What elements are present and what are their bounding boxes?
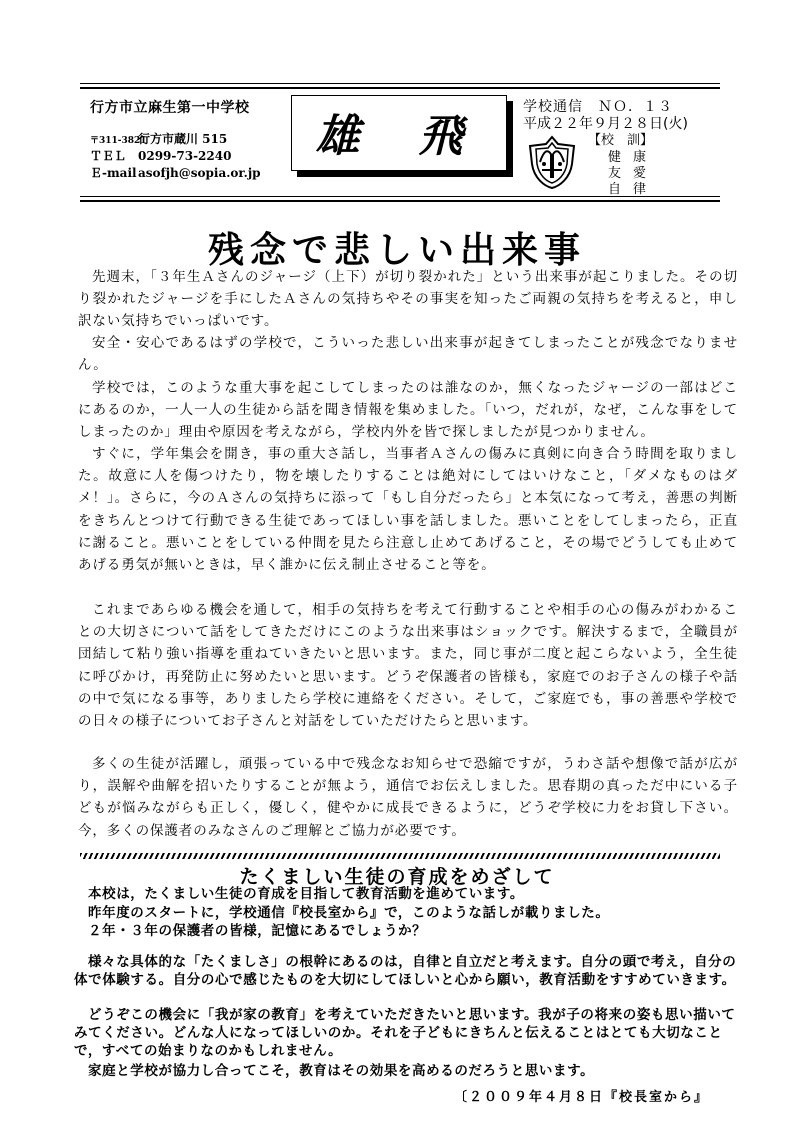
school-emblem-icon <box>524 134 580 190</box>
article1-paragraph: これまであらゆる機会を通して，相手の気持ちを考えて行動することや相手の心の傷みがわかることの大切さについて話をしてきただけにこのような出来事はショックです。解決するまで，全職員が団結して粘り強い指導を重ねていきたいと思います。また，同じ事が二度と起こらないよう，全生徒に呼びかけ，再発防止に努めたいと思います。どうぞ保護者の皆様も，家庭でのお子さんの様子や話の中で気になる事等，ありましたら学校に連絡をください。そして，ご家庭でも，事の善悪や学校での日々の様子についてお子さんと対話をしていただけたらと思います。 <box>78 602 738 730</box>
motto-item: 健康 <box>608 150 659 165</box>
motto-label: 【校 訓】 <box>588 133 654 148</box>
issue-date: 平成２２年９月２８日(火) <box>523 116 688 132</box>
article1-paragraph: すぐに，学年集会を開き，事の重大さ話し，当事者Ａさんの傷みに真剣に向き合う時間を取りました。故意に人を傷つけたり，物を壊したりすることは絶対にしてはいけなこと，「ダメなものはダメ！」。さらに，今のＡさんの気持ちに添って「もし自分だったら」と本気になって考え，善悪の判断をきちんとつけて行動できる生徒であってほしい事を話しました。悪いことをしてしまったら，正直に謝ること。悪いことをしている仲間を見たら注意し止めてあげること，その場でどうしても止めてあげる勇気が無いときは，早く誰かに伝え制止させること等を。 <box>78 446 738 574</box>
school-name: 行方市立麻生第一中学校 <box>90 100 250 116</box>
article2-quote-paragraph: 様々な具体的な「たくましさ」の根幹にあるのは，自律と自立だと考えます。自分の頭で考え，自分の体で体験する。自分の心で感じたものを大切にしてほしいと心から願い，教育活動をすすめていきます。 <box>74 954 737 988</box>
motto-item: 友愛 <box>608 166 659 181</box>
address-text: 行方市蔵川 515 <box>138 132 228 146</box>
article1-paragraph: 学校では，このような重大事を起こしてしまったのは誰なのか，無くなったジャージの一部はどこにあるのか，一人一人の生徒から話を聞き情報を集めました。「いつ，だれが，なぜ，こんな事をしてしまったのか」理由や原因を考えながら，学校内外を皆で探しましたが見つかりません。 <box>78 380 738 441</box>
newsletter-title: 雄 飛 <box>315 111 485 162</box>
article1-paragraph: 安全・安心であるはずの学校で，こういった悲しい出来事が起きてしまったことが残念でなりません。 <box>78 335 738 374</box>
newsletter-number: 学校通信 ＮＯ．１３ <box>523 99 673 115</box>
zip-code: 〒311-3821 <box>90 136 147 146</box>
school-email <box>90 164 261 181</box>
article2-intro-line: 本校は，たくましい生徒の育成を目指して教育活動を進めています。 <box>88 886 525 902</box>
article1-paragraph: 先週末，「３年生Ａさんのジャージ（上下）が切り裂かれた」という出来事が起こりました。その切り裂かれたジャージを手にしたＡさんの気持ちやその事実を知ったご両親の気持ちを考えると，申し訳ない気持ちでいっぱいです。 <box>78 269 738 330</box>
article2-citation: 〔２００９年４月８日『校長室から』 <box>454 1090 710 1105</box>
header-rule-top-thin <box>80 83 720 84</box>
school-tel <box>90 147 231 164</box>
school-address <box>90 130 227 147</box>
tel-number: 0299-73-2240 <box>138 149 232 163</box>
motto-item: 自律 <box>608 182 659 197</box>
header-rule-bottom-thick <box>80 200 720 202</box>
email-address: asofjh@sopia.or.jp <box>138 166 261 180</box>
newsletter-title-box <box>291 95 515 179</box>
title-box-face <box>291 95 507 171</box>
header-rule-top-thick <box>80 87 720 89</box>
article2-headline: たくましい生徒の育成をめざして <box>239 866 555 888</box>
article2-quote-paragraph: 家庭と学校が協力し合ってこそ，教育はその効果を高めるのだろうと思います。 <box>88 1063 595 1079</box>
article1-headline: 残念で悲しい出来事 <box>207 230 586 271</box>
article1-paragraph: 多くの生徒が活躍し，頑張っている中で残念なお知らせで恐縮ですが，うわさ話や想像で話が広がり，誤解や曲解を招いたりすることが無よう，通信でお伝えしました。思春期の真っただ中にいる子どもが悩みながらも正しく，優しく，健やかに成長できるように，どうぞ学校に力をお貸し下さい。今，多くの保護者のみなさんのご理解とご協力が必要です。 <box>78 756 738 839</box>
article2-quote-paragraph: どうぞこの機会に「我が家の教育」を考えていただきたいと思います。我が子の将来の姿も思い描いてみてください。どんな人になってほしいのか。それを子どもにきちんと伝えることはとても大切なことで，すべての始まりなのかもしれません。 <box>74 1007 736 1059</box>
email-label: Ｅ-mail <box>90 166 137 180</box>
tel-label: ＴＥＬ <box>90 149 127 163</box>
article2-intro-line: 昨年度のスタートに，学校通信『校長室から』で，このような話しが載りました。 <box>88 905 610 921</box>
section-divider <box>80 853 720 859</box>
article2-intro-line: ２年・３年の保護者の皆様，記憶にあるでしょうか？ <box>88 923 427 939</box>
